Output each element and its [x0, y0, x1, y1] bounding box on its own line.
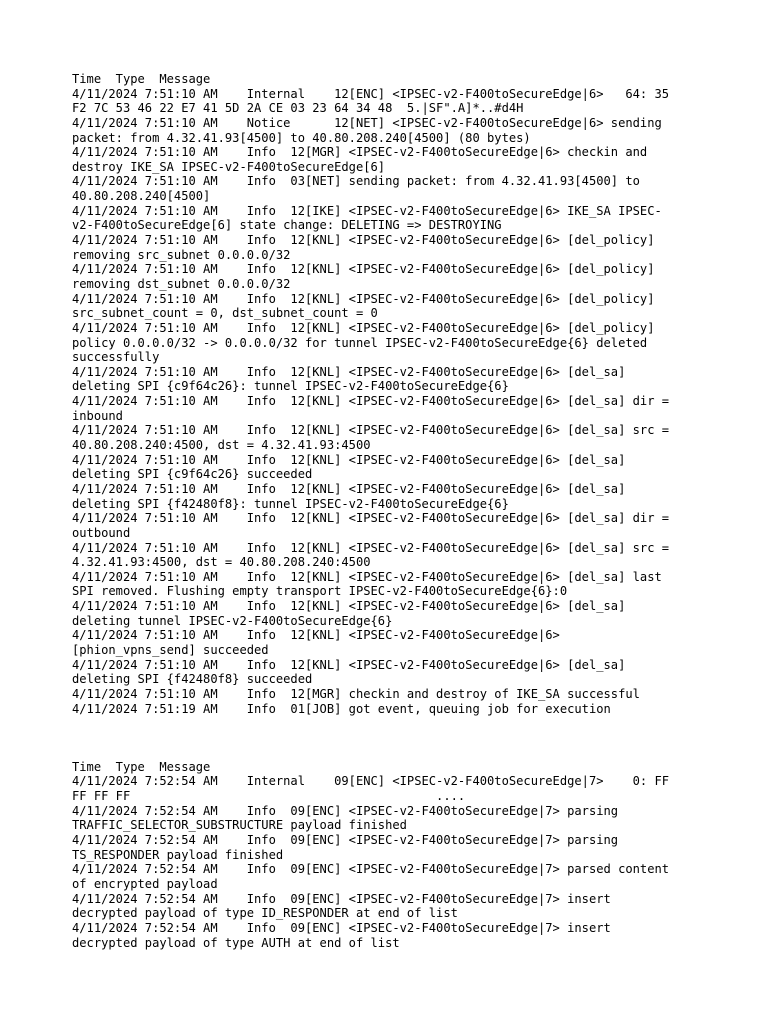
log-line: 4/11/2024 7:51:10 AM Info 12[KNL] <IPSEC-v2-F400toSecureEdge|6> [del_policy]: [72, 291, 655, 306]
log-line: deleting SPI {c9f64c26} succeeded: [72, 467, 313, 482]
log-line: 4/11/2024 7:51:10 AM Info 12[KNL] <IPSEC-v2-F400toSecureEdge|6> [del_policy]: [72, 262, 655, 277]
log-block-1: [72, 72, 696, 716]
log-line: deleting SPI {f42480f8}: tunnel IPSEC-v2-F400toSecureEdge{6}: [72, 496, 509, 511]
log-line: deleting SPI {c9f64c26}: tunnel IPSEC-v2-F400toSecureEdge{6}: [72, 379, 509, 394]
log-line: 4/11/2024 7:51:10 AM Info 12[MGR] <IPSEC-v2-F400toSecureEdge|6> checkin and: [72, 145, 648, 160]
log-line: policy 0.0.0.0/32 -> 0.0.0.0/32 for tunnel IPSEC-v2-F400toSecureEdge{6} deleted: [72, 335, 648, 350]
log-line: destroy IKE_SA IPSEC-v2-F400toSecureEdge[6]: [72, 159, 386, 174]
log-line: 4/11/2024 7:51:10 AM Info 12[KNL] <IPSEC-v2-F400toSecureEdge|6> [del_sa] src =: [72, 540, 670, 555]
log-line: of encrypted payload: [72, 876, 218, 891]
log-line: TS_RESPONDER payload finished: [72, 847, 284, 862]
log-line: successfully: [72, 350, 160, 365]
log-line: 4/11/2024 7:51:10 AM Info 12[KNL] <IPSEC-v2-F400toSecureEdge|6> [del_sa]: [72, 481, 626, 496]
log-page: [72, 72, 696, 950]
log-line: v2-F400toSecureEdge[6] state change: DELETING => DESTROYING: [72, 218, 502, 233]
log-line: decrypted payload of type AUTH at end of list: [72, 935, 400, 950]
log-line: 4/11/2024 7:51:10 AM Notice 12[NET] <IPSEC-v2-F400toSecureEdge|6> sending: [72, 115, 662, 130]
log-line: 4/11/2024 7:51:10 AM Info 12[KNL] <IPSEC-v2-F400toSecureEdge|6> [del_policy]: [72, 320, 655, 335]
log-line: 4/11/2024 7:51:10 AM Info 03[NET] sending packet: from 4.32.41.93[4500] to: [72, 174, 640, 189]
log-line: [phion_vpns_send] succeeded: [72, 642, 269, 657]
log-line: 4/11/2024 7:51:19 AM Info 01[JOB] got event, queuing job for execution: [72, 701, 611, 716]
log-line: packet: from 4.32.41.93[4500] to 40.80.208.240[4500] (80 bytes): [72, 130, 531, 145]
log-line: 4/11/2024 7:51:10 AM Info 12[KNL] <IPSEC-v2-F400toSecureEdge|6> [del_sa]: [72, 452, 626, 467]
log-line: deleting SPI {f42480f8} succeeded: [72, 672, 313, 687]
log-line: 4/11/2024 7:51:10 AM Info 12[KNL] <IPSEC-v2-F400toSecureEdge|6> [del_policy]: [72, 233, 655, 248]
log-line: 4/11/2024 7:51:10 AM Info 12[KNL] <IPSEC-v2-F400toSecureEdge|6> [del_sa]: [72, 599, 626, 614]
log-line: 4/11/2024 7:51:10 AM Info 12[KNL] <IPSEC-v2-F400toSecureEdge|6> [del_sa] last: [72, 569, 662, 584]
log-line: FF FF FF ....: [72, 789, 466, 804]
log-line: 4/11/2024 7:51:10 AM Info 12[IKE] <IPSEC-v2-F400toSecureEdge|6> IKE_SA IPSEC-: [72, 203, 662, 218]
log-header-row: Time Type Message: [72, 759, 211, 774]
log-line: 4.32.41.93:4500, dst = 40.80.208.240:4500: [72, 555, 371, 570]
log-line: 4/11/2024 7:52:54 AM Info 09[ENC] <IPSEC-v2-F400toSecureEdge|7> parsing: [72, 803, 619, 818]
log-block-2: [72, 745, 696, 950]
log-line: 4/11/2024 7:51:10 AM Info 12[KNL] <IPSEC-v2-F400toSecureEdge|6> [del_sa] dir =: [72, 394, 670, 409]
log-line: decrypted payload of type ID_RESPONDER at end of list: [72, 906, 458, 921]
log-line: removing dst_subnet 0.0.0.0/32: [72, 276, 291, 291]
log-line: 40.80.208.240[4500]: [72, 189, 211, 204]
log-line: SPI removed. Flushing empty transport IPSEC-v2-F400toSecureEdge{6}:0: [72, 584, 568, 599]
log-line: 4/11/2024 7:51:10 AM Info 12[MGR] checkin and destroy of IKE_SA successful: [72, 686, 640, 701]
log-line: 4/11/2024 7:52:54 AM Internal 09[ENC] <IPSEC-v2-F400toSecureEdge|7> 0: FF: [72, 774, 670, 789]
log-line: 4/11/2024 7:51:10 AM Info 12[KNL] <IPSEC-v2-F400toSecureEdge|6>: [72, 628, 560, 643]
log-line: src_subnet_count = 0, dst_subnet_count = 0: [72, 306, 378, 321]
log-line: 4/11/2024 7:51:10 AM Info 12[KNL] <IPSEC-v2-F400toSecureEdge|6> [del_sa]: [72, 364, 626, 379]
log-line: inbound: [72, 408, 123, 423]
log-line: 4/11/2024 7:52:54 AM Info 09[ENC] <IPSEC-v2-F400toSecureEdge|7> parsing: [72, 833, 619, 848]
log-line: 4/11/2024 7:52:54 AM Info 09[ENC] <IPSEC-v2-F400toSecureEdge|7> insert: [72, 891, 611, 906]
log-line: outbound: [72, 525, 131, 540]
log-line: 4/11/2024 7:51:10 AM Info 12[KNL] <IPSEC-v2-F400toSecureEdge|6> [del_sa] src =: [72, 423, 670, 438]
log-line: 4/11/2024 7:52:54 AM Info 09[ENC] <IPSEC-v2-F400toSecureEdge|7> insert: [72, 920, 611, 935]
log-line: F2 7C 53 46 22 E7 41 5D 2A CE 03 23 64 34 48 5.|SF".A]*..#d4H: [72, 101, 524, 116]
log-line: 4/11/2024 7:51:10 AM Internal 12[ENC] <IPSEC-v2-F400toSecureEdge|6> 64: 35: [72, 86, 670, 101]
log-line: [72, 745, 696, 760]
log-line: 40.80.208.240:4500, dst = 4.32.41.93:4500: [72, 438, 371, 453]
log-header-row: Time Type Message: [72, 72, 211, 86]
log-line: TRAFFIC_SELECTOR_SUBSTRUCTURE payload finished: [72, 818, 407, 833]
log-line: deleting tunnel IPSEC-v2-F400toSecureEdge{6}: [72, 613, 393, 628]
log-line: removing src_subnet 0.0.0.0/32: [72, 247, 291, 262]
log-line: 4/11/2024 7:51:10 AM Info 12[KNL] <IPSEC-v2-F400toSecureEdge|6> [del_sa]: [72, 657, 626, 672]
log-line: 4/11/2024 7:51:10 AM Info 12[KNL] <IPSEC-v2-F400toSecureEdge|6> [del_sa] dir =: [72, 511, 670, 526]
log-line: 4/11/2024 7:52:54 AM Info 09[ENC] <IPSEC-v2-F400toSecureEdge|7> parsed content: [72, 862, 670, 877]
